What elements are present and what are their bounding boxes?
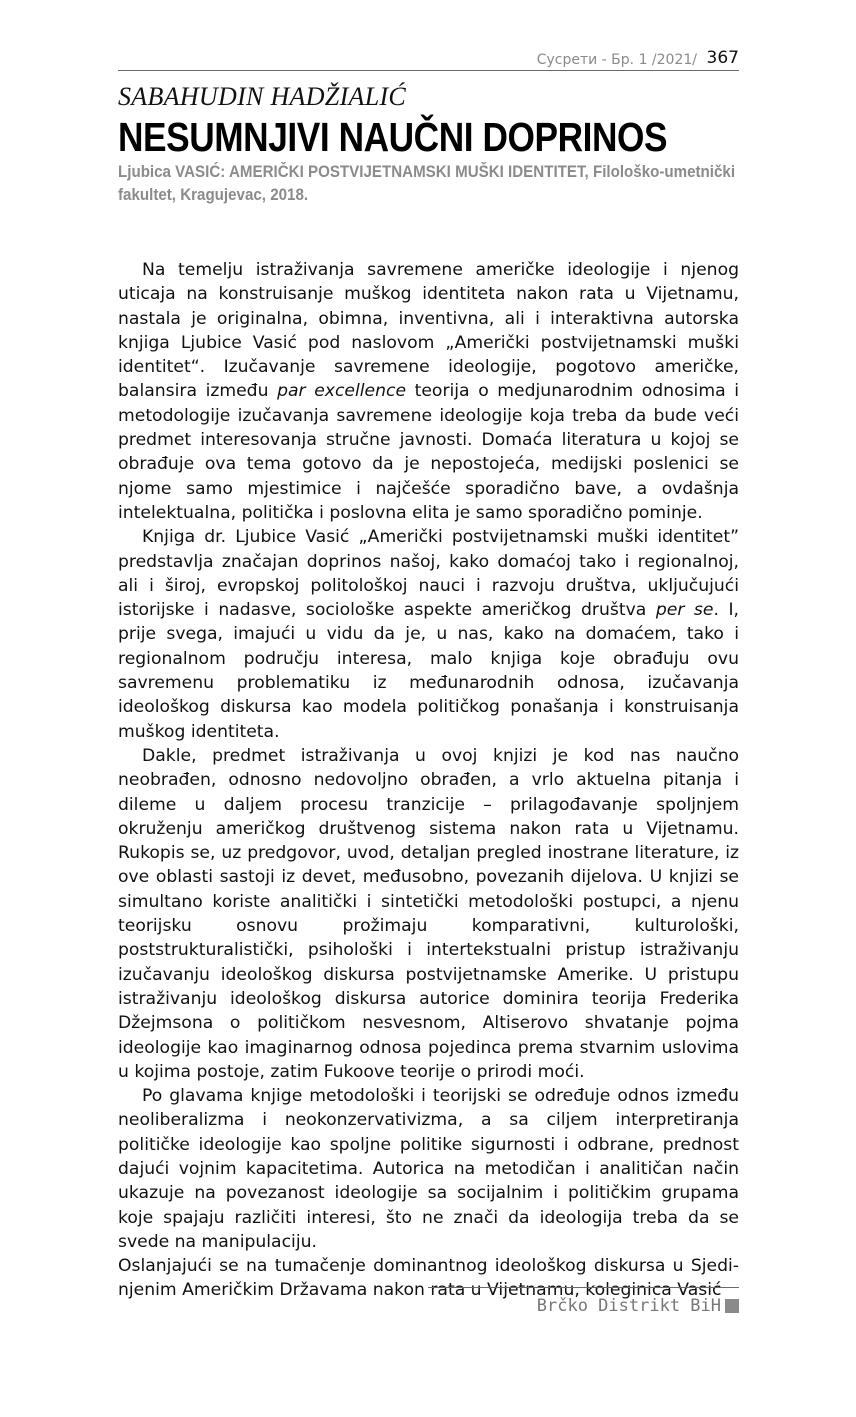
paragraph-3: Dakle, predmet istraživanja u ovoj knjizi je kod nas naučno neobrađen, odnosno nedovoljno obrađen, a vrlo aktuelna pitanja i dileme u daljem procesu tranzicije – prilagođavanje spoljnjem okruženju američkog društvenog sistema nakon rata u Vijetnamu. Rukopis se, uz predgovor, uvod, detaljan pregled inostrane literature, iz ove oblasti sastoji iz devet, međusobno, povezanih dijelova. U knjizi se simultano koriste analitički i sintetički metodološki postupci, a njenu teorijsku osnovu prožimaju komparativni, kulturološki, poststrukturalistički, psihološki i intertekstualni pristup istraživanju izučavanju ideološkog diskursa postvijetnamske Amerike. U pristupu istraživanju ideološkog diskursa autorice dominira teorija Frederika Džejmsona o političkom nesvesnom, Altiserovo shvatanje pojma ideologije kao imaginarnog odnosa pojedinca prema stvarnim uslovima u kojima postoje, zatim Fukoove teorije o prirodi moći.: [118, 745, 739, 1082]
paragraph-4: Po glavama knjige metodološki i teorijski se određuje odnos između neoliberalizma i neokonzervativizma, a sa ciljem interpretiranja političke ideologije kao spoljne politike sigurnosti i odbrane, prednost dajući vojnim kapacitetima. Autorica na metodičan i analitičan način ukazuje na povezanost ideologije sa socijalnim i političkim grupama koje spajaju različiti interesi, što ne znači da ideologija treba da se svede na manipulaciju.: [118, 1086, 739, 1252]
footer-text: Brčko Distrikt BiH: [536, 1296, 721, 1316]
paragraph-1-text-b: teorija o medjunarodnim odnosima i metodologije izučavanja savremene ideologije koja treba da bude veći predmet interesovanja stručne javnosti. Domaća literatura u kojoj se obrađuje ova tema gotovo da je nepostojeća, medijski poslenici se njome samo mjestimice i najčešće sporadično bave, a ovdašnja intelektualna, politička i poslovna elita je samo sporadično pominje.: [118, 381, 739, 523]
footer-rule: [428, 1287, 739, 1288]
footer-square-icon: [725, 1299, 739, 1313]
paragraph-2-text-b: . I, prije svega, imajući u vidu da je, u nas, kako na domaćem, tako i regionalnom području interesa, malo knjiga koje obrađuju ovu savremenu problematiku iz međunarodnih odnosa, izučavanja ideološkog diskursa kao modela političkog ponašanja i konstruisanja muškog identiteta.: [118, 600, 739, 742]
journal-title: Сусрети - Бр. 1 /2021/: [536, 52, 697, 68]
paragraph-1: [118, 258, 739, 525]
running-header: [118, 48, 739, 71]
article-body: [118, 258, 739, 1303]
paragraph-2-text-a: Knjiga dr. Ljubice Vasić „Američki postvijetnamski muški identitet” predstavlja značajan doprinos našoj, kako domaćoj tako i regionalnoj, ali i široj, evropskoj politološkoj nauci i razvoju društva, uključujući istorijske i nadasve, sociološke aspekte američkog društva: [118, 527, 739, 621]
article-author: SABAHUDIN HADŽIALIĆ: [118, 82, 407, 111]
paragraph-1-text-a: Na temelju istraživanja savremene američke ideologije i njenog uticaja na konstruisanje muškog identiteta nakon rata u Vijetnamu, nastala je originalna, obimna, inventivna, ali i interaktivna autorska knjiga Ljubice Vasić pod naslovom „Američki postvijetnamski muški identitet“. Izučavanje savremene ideologije, pogotovo američke, balansira između: [118, 260, 739, 402]
running-footer: [537, 1296, 739, 1316]
page-number: 367: [706, 48, 739, 68]
paragraph-1-italic: par excellence: [277, 381, 407, 402]
paragraph-2: [118, 525, 739, 744]
paragraph-5: Oslanjajući se na tumačenje dominantnog ideološkog diskursa u Sjedinjenim Američkim Državama nakon rata u Vijetnamu, koleginica Vasić: [118, 1256, 739, 1301]
article-subtitle: Ljubica VASIĆ: AMERIČKI POSTVIJETNAMSKI MUŠKI IDENTITET, Filološko-umetnički fakultet, Kragujevac, 2018.: [118, 162, 736, 204]
paragraph-2-italic: per se: [655, 600, 714, 621]
article-title: NESUMNJIVI NAUČNI DOPRINOS: [118, 114, 668, 160]
